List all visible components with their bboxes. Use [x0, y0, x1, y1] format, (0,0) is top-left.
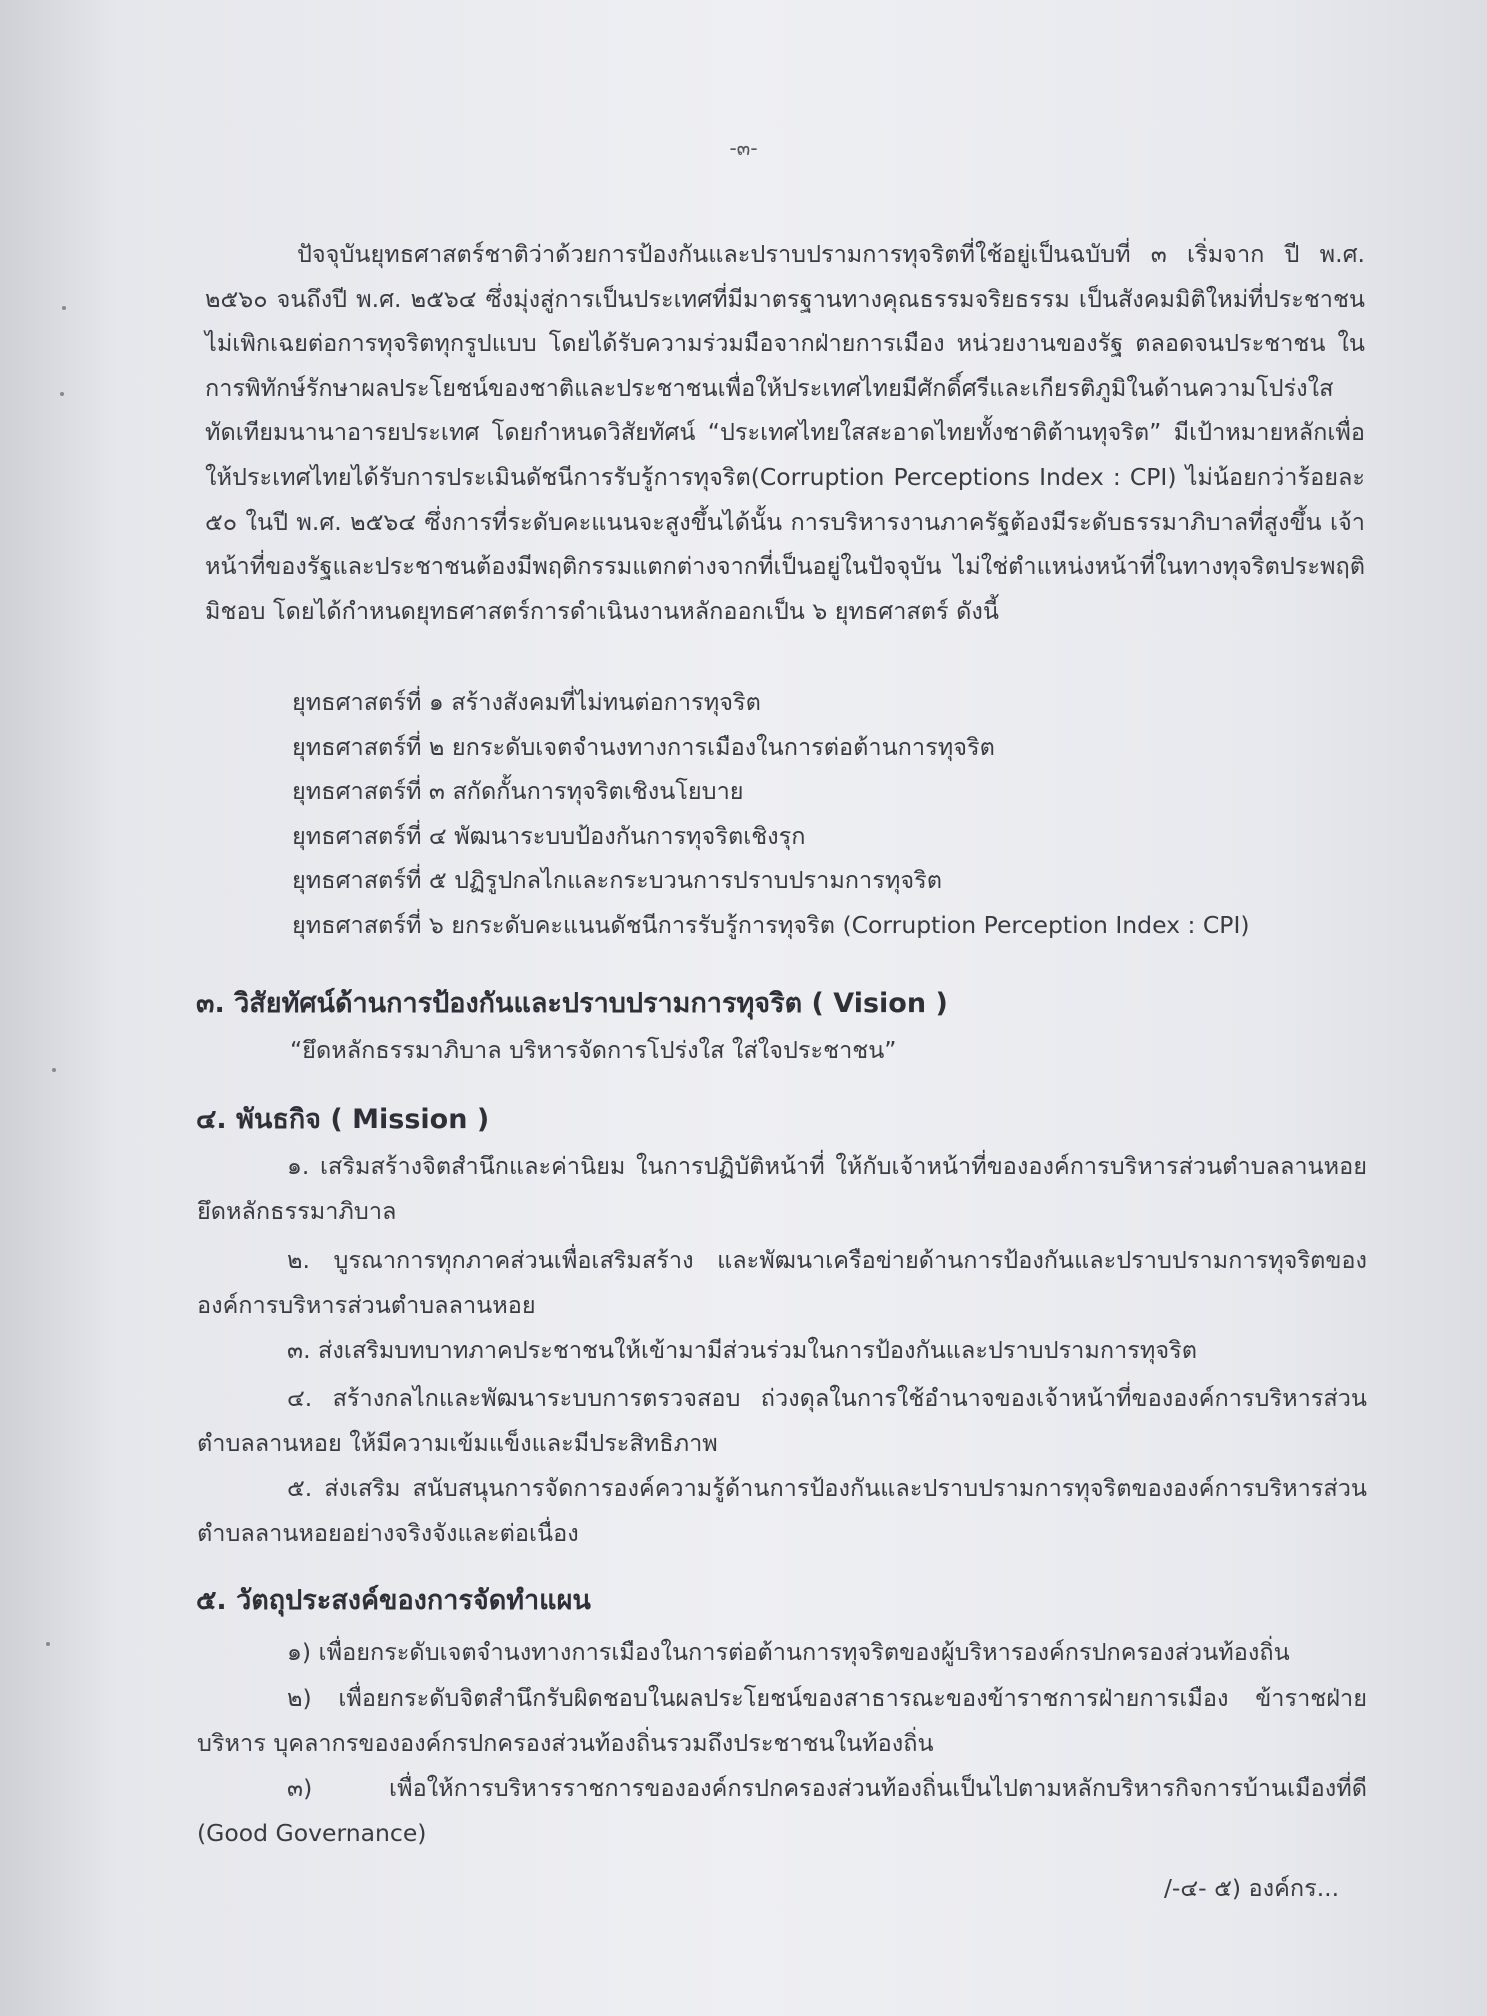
scan-speck — [46, 1642, 50, 1646]
strategy-item: ยุทธศาสตร์ที่ ๓ สกัดกั้นการทุจริตเชิงนโยบาย — [292, 777, 744, 806]
mission-item-text: ๓. ส่งเสริมบทบาทภาคประชาชนให้เข้ามามีส่วนร่วมในการป้องกันและปราบปรามการทุจริต — [287, 1336, 1198, 1364]
mission-item — [197, 1144, 1367, 1233]
mission-item-text: ๒. บูรณาการทุกภาคส่วนเพื่อเสริมสร้าง และพัฒนาเครือข่ายด้านการป้องกันและปราบปรามการทุจริตขององค์การบริหารส่วนตำบลลานหอย — [197, 1246, 1367, 1319]
intro-paragraph — [205, 232, 1365, 633]
strategy-list — [292, 680, 1372, 948]
objective-item — [197, 1766, 1367, 1855]
objective-item-text: ๑) เพื่อยกระดับเจตจำนงทางการเมืองในการต่อต้านการทุจริตของผู้บริหารองค์กรปกครองส่วนท้องถิ่น — [287, 1638, 1290, 1666]
vision-text: “ยึดหลักธรรมาภิบาล บริหารจัดการโปร่งใส ใส่ใจประชาชน” — [290, 1036, 897, 1064]
mission-item-text: ๕. ส่งเสริม สนับสนุนการจัดการองค์ความรู้ด้านการป้องกันและปราบปรามการทุจริตขององค์การบริหารส่วนตำบลลานหอยอย่างจริงจังและต่อเนื่อง — [197, 1474, 1367, 1547]
vision-heading: ๓. วิสัยทัศน์ด้านการป้องกันและปราบปรามการทุจริต ( Vision ) — [196, 988, 948, 1019]
continuation-note: /-๔- ๕) องค์กร... — [1164, 1874, 1340, 1902]
strategy-item: ยุทธศาสตร์ที่ ๔ พัฒนาระบบป้องกันการทุจริตเชิงรุก — [292, 821, 806, 850]
mission-item — [197, 1328, 1367, 1373]
scan-speck — [60, 392, 64, 396]
strategy-item: ยุทธศาสตร์ที่ ๑ สร้างสังคมที่ไม่ทนต่อการทุจริต — [292, 688, 761, 716]
page-number: -๓- — [729, 136, 758, 160]
strategy-item: ยุทธศาสตร์ที่ ๒ ยกระดับเจตจำนงทางการเมืองในการต่อต้านการทุจริต — [292, 732, 995, 761]
scan-speck — [62, 306, 66, 310]
intro-section — [205, 232, 1365, 633]
strategy-item: ยุทธศาสตร์ที่ ๖ ยกระดับคะแนนดัชนีการรับรู้การทุจริต (Corruption Perception Index : CPI) — [292, 910, 1250, 939]
mission-item-text: ๔. สร้างกลไกและพัฒนาระบบการตรวจสอบ ถ่วงดุลในการใช้อำนาจของเจ้าหน้าที่ขององค์การบริหารส่วนตำบลลานหอย ให้มีความเข้มแข็งและมีประสิทธิภาพ — [197, 1384, 1367, 1457]
mission-item — [197, 1466, 1367, 1555]
objectives-heading: ๕. วัตถุประสงค์ของการจัดทำแผน — [196, 1585, 591, 1616]
mission-item — [197, 1376, 1367, 1465]
intro-text: ปัจจุบันยุทธศาสตร์ชาติว่าด้วยการป้องกันและปราบปรามการทุจริตที่ใช้อยู่เป็นฉบับที่ ๓ เริ่มจาก ปี พ.ศ. ๒๕๖๐ จนถึงปี พ.ศ. ๒๕๖๔ ซึ่งมุ่งสู่การเป็นประเทศที่มีมาตรฐานทางคุณธรรมจริยธรรม เป็นสังคมมิติใหม่ที่ประชาชนไม่เพิกเฉยต่อการทุจริตทุกรูปแบบ โดยได้รับความร่วมมือจากฝ่ายการเมือง หน่วยงานของรัฐ ตลอดจนประชาชน ในการพิทักษ์รักษาผลประโยชน์ของชาติและประชาชนเพื่อให้ประเทศไทยมีศักดิ์ศรีและเกียรติภูมิในด้านความโปร่งใสทัดเทียมนานาอารยประเทศ โดยกำหนดวิสัยทัศน์ “ประเทศไทยใสสะอาดไทยทั้งชาติต้านทุจริต” มีเป้าหมายหลักเพื่อให้ประเทศไทยได้รับการประเมินดัชนีการรับรู้การทุจริต(Corruption Perceptions Index : CPI) ไม่น้อยกว่าร้อยละ ๕๐ ในปี พ.ศ. ๒๕๖๔ ซึ่งการที่ระดับคะแนนจะสูงขึ้นได้นั้น การบริหารงานภาครัฐต้องมีระดับธรรมาภิบาลที่สูงขึ้น เจ้าหน้าที่ของรัฐและประชาชนต้องมีพฤติกรรมแตกต่างจากที่เป็นอยู่ในปัจจุบัน ไม่ใช่ตำแหน่งหน้าที่ในทางทุจริตประพฤติมิชอบ โดยได้กำหนดยุทธศาสตร์การดำเนินงานหลักออกเป็น ๖ ยุทธศาสตร์ ดังนี้ — [205, 240, 1365, 625]
mission-heading: ๔. พันธกิจ ( Mission ) — [196, 1104, 490, 1135]
mission-item — [197, 1238, 1367, 1327]
objective-item-text: ๓) เพื่อให้การบริหารราชการขององค์กรปกครองส่วนท้องถิ่นเป็นไปตามหลักบริหารกิจการบ้านเมืองที่ดี (Good Governance) — [197, 1774, 1367, 1847]
scan-speck — [52, 1068, 56, 1072]
objective-item-text: ๒) เพื่อยกระดับจิตสำนึกรับผิดชอบในผลประโยชน์ของสาธารณะของข้าราชการฝ่ายการเมือง ข้าราชฝ่ายบริหาร บุคลากรขององค์กรปกครองส่วนท้องถิ่นรวมถึงประชาชนในท้องถิ่น — [197, 1684, 1367, 1757]
strategy-item: ยุทธศาสตร์ที่ ๕ ปฏิรูปกลไกและกระบวนการปราบปรามการทุจริต — [292, 866, 943, 895]
objective-item — [197, 1676, 1367, 1765]
mission-item-text: ๑. เสริมสร้างจิตสำนึกและค่านิยม ในการปฏิบัติหน้าที่ ให้กับเจ้าหน้าที่ขององค์การบริหารส่วนตำบลลานหอย ยึดหลักธรรมาภิบาล — [197, 1152, 1367, 1225]
objective-item — [197, 1630, 1367, 1675]
